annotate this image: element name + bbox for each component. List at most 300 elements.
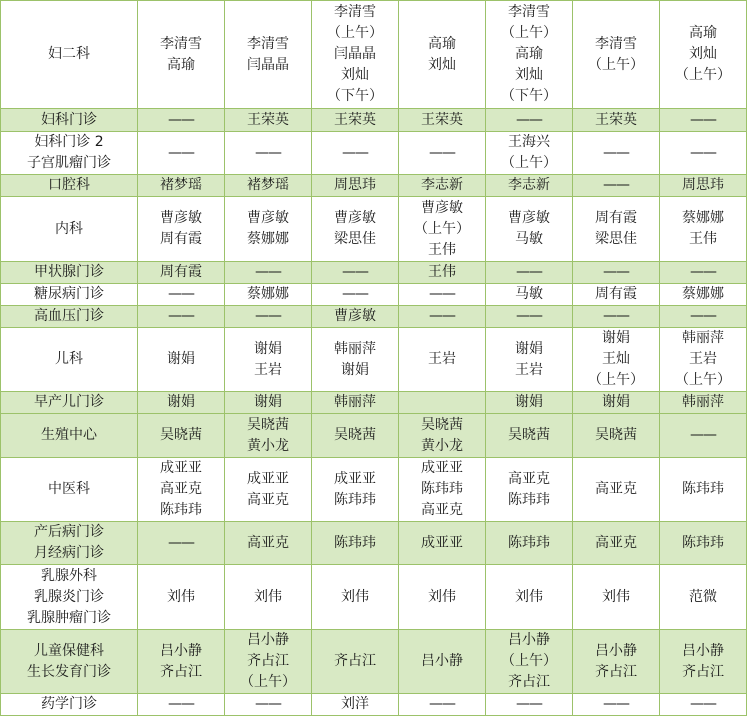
schedule-cell [399, 694, 486, 716]
cell-line: 高亚克 [247, 534, 289, 551]
cell-line: 吴晓茜 [334, 427, 376, 443]
schedule-cell [573, 565, 660, 630]
cell-line: 妇二科 [48, 46, 90, 62]
cell-line: 刘伟 [515, 588, 543, 605]
cell-line: 儿童保健科 [34, 642, 104, 659]
cell-line: —— [690, 696, 716, 712]
schedule-cell [138, 522, 225, 565]
cell-line: 谢娟 [341, 361, 369, 378]
schedule-cell [138, 630, 225, 694]
cell-line: 李清雪 [160, 35, 202, 52]
cell-line: 陈玮玮 [682, 481, 724, 497]
schedule-cell [573, 694, 660, 716]
schedule-cell [486, 458, 573, 522]
department-cell [1, 458, 138, 522]
schedule-cell [486, 630, 573, 694]
cell-line: 成亚亚 [247, 470, 289, 487]
cell-line: 周有霞 [160, 264, 202, 280]
cell-line: 药学门诊 [41, 696, 97, 712]
cell-line: 口腔科 [48, 177, 90, 193]
cell-line: 闫晶晶 [334, 46, 376, 62]
cell-line: 王伟 [428, 264, 456, 280]
schedule-cell [312, 306, 399, 328]
cell-line: 刘灿 [341, 67, 369, 83]
cell-line: 高亚克 [595, 534, 637, 551]
cell-line: —— [168, 144, 194, 161]
cell-line: —— [603, 144, 629, 161]
cell-line: 妇科门诊 [41, 111, 97, 128]
cell-line: 高亚克 [247, 491, 289, 508]
cell-line: 褚梦瑶 [160, 177, 202, 193]
schedule-cell [486, 284, 573, 306]
table-row [1, 414, 747, 458]
department-cell [1, 306, 138, 328]
cell-line: 谢娟 [254, 394, 282, 410]
table-row [1, 565, 747, 630]
schedule-cell [573, 630, 660, 694]
cell-line: （上午） [501, 25, 557, 41]
cell-line: —— [255, 264, 281, 280]
cell-line: 生殖中心 [41, 427, 97, 443]
cell-line: —— [690, 264, 716, 280]
schedule-cell [573, 328, 660, 392]
cell-line: 韩丽萍 [682, 330, 724, 346]
table-row [1, 522, 747, 565]
cell-line: 梁思佳 [595, 231, 637, 247]
cell-line: 王伟 [689, 231, 717, 247]
table-row [1, 175, 747, 197]
schedule-cell [399, 522, 486, 565]
department-cell [1, 414, 138, 458]
cell-line: （上午） [501, 653, 557, 669]
schedule-cell [399, 306, 486, 328]
header-doctor-cell [225, 1, 312, 109]
cell-line: —— [342, 264, 368, 280]
cell-line: 梁思佳 [334, 231, 376, 247]
cell-line: —— [168, 286, 194, 302]
schedule-cell [660, 132, 747, 175]
cell-line: 周有霞 [595, 286, 637, 302]
cell-line: 谢娟 [602, 394, 630, 410]
cell-line: 吴晓茜 [421, 416, 463, 433]
cell-line: 齐占江 [682, 663, 724, 680]
cell-line: 儿科 [55, 351, 83, 367]
schedule-cell [225, 414, 312, 458]
department-cell [1, 132, 138, 175]
cell-line: —— [516, 696, 542, 712]
cell-line: —— [690, 308, 716, 324]
department-cell [1, 328, 138, 392]
cell-line: 蔡娜娜 [247, 231, 289, 247]
cell-line: 周有霞 [160, 231, 202, 247]
schedule-cell [660, 392, 747, 414]
schedule-cell [312, 175, 399, 197]
schedule-cell [399, 392, 486, 414]
table-row [1, 109, 747, 132]
cell-line: 褚梦瑶 [247, 177, 289, 193]
schedule-cell [573, 197, 660, 262]
cell-line: 陈玮玮 [421, 481, 463, 497]
header-corner-cell [1, 1, 138, 109]
cell-line: （下午） [501, 88, 557, 104]
cell-line: 李清雪 [595, 35, 637, 52]
cell-line: 闫晶晶 [247, 56, 289, 73]
cell-line: 王岩 [515, 361, 543, 378]
table-row [1, 392, 747, 414]
schedule-cell [660, 284, 747, 306]
table-row [1, 284, 747, 306]
cell-line: 陈玮玮 [334, 534, 376, 551]
cell-line: 王荣英 [595, 111, 637, 128]
header-doctor-cell [486, 1, 573, 109]
schedule-cell [399, 175, 486, 197]
schedule-cell [312, 392, 399, 414]
cell-line: 黄小龙 [421, 437, 463, 454]
cell-line: 王海兴 [508, 134, 550, 150]
cell-line: 王岩 [428, 351, 456, 367]
schedule-cell [312, 328, 399, 392]
schedule-cell [312, 132, 399, 175]
cell-line: 马敏 [515, 231, 543, 247]
cell-line: 刘伟 [602, 588, 630, 605]
cell-line: 妇科门诊 2 [34, 134, 104, 150]
cell-line: 吕小静 [247, 632, 289, 648]
cell-line: —— [690, 427, 716, 443]
schedule-cell [225, 328, 312, 392]
schedule-cell [399, 284, 486, 306]
cell-line: 齐占江 [508, 674, 550, 690]
cell-line: 刘伟 [428, 588, 456, 605]
cell-line: 曹彦敏 [334, 308, 376, 324]
schedule-cell [225, 694, 312, 716]
schedule-cell [138, 392, 225, 414]
cell-line: 乳腺肿瘤门诊 [27, 609, 111, 626]
schedule-cell [225, 262, 312, 284]
cell-line: 蔡娜娜 [247, 286, 289, 302]
cell-line: —— [342, 286, 368, 302]
cell-line: 甲状腺门诊 [34, 264, 104, 280]
cell-line: —— [429, 144, 455, 161]
schedule-cell [486, 109, 573, 132]
header-row [1, 1, 747, 109]
cell-line: 高亚克 [421, 502, 463, 518]
schedule-cell [660, 565, 747, 630]
cell-line: 高瑜 [167, 56, 195, 73]
schedule-cell [225, 306, 312, 328]
table-row [1, 262, 747, 284]
schedule-cell [573, 284, 660, 306]
cell-line: 曹彦敏 [334, 210, 376, 226]
header-doctor-cell [573, 1, 660, 109]
schedule-cell [138, 262, 225, 284]
cell-line: 高血压门诊 [34, 308, 104, 324]
cell-line: 韩丽萍 [334, 340, 376, 357]
cell-line: 吕小静 [508, 632, 550, 648]
cell-line: 刘灿 [515, 67, 543, 83]
department-cell [1, 284, 138, 306]
table-row [1, 694, 747, 716]
cell-line: 高瑜 [515, 46, 543, 62]
schedule-cell [225, 458, 312, 522]
schedule-cell [138, 694, 225, 716]
schedule-cell [660, 306, 747, 328]
cell-line: 韩丽萍 [682, 394, 724, 410]
schedule-cell [660, 522, 747, 565]
schedule-cell [138, 132, 225, 175]
cell-line: （上午） [675, 372, 731, 388]
schedule-cell [225, 109, 312, 132]
schedule-cell [312, 284, 399, 306]
cell-line: 李清雪 [247, 35, 289, 52]
department-cell [1, 630, 138, 694]
department-cell [1, 392, 138, 414]
cell-line: 陈玮玮 [682, 534, 724, 551]
cell-line: 陈玮玮 [334, 491, 376, 508]
schedule-cell [660, 197, 747, 262]
schedule-cell [138, 109, 225, 132]
cell-line: —— [255, 696, 281, 712]
cell-line: 王荣英 [334, 111, 376, 128]
cell-line: 蔡娜娜 [682, 210, 724, 226]
cell-line: 陈玮玮 [160, 502, 202, 518]
cell-line: 齐占江 [160, 663, 202, 680]
cell-line: 王岩 [689, 351, 717, 367]
schedule-cell [312, 414, 399, 458]
schedule-cell [486, 132, 573, 175]
schedule-cell [486, 175, 573, 197]
cell-line: 谢娟 [167, 351, 195, 367]
cell-line: 谢娟 [167, 394, 195, 410]
cell-line: 成亚亚 [421, 534, 463, 551]
cell-line: 高亚克 [595, 481, 637, 497]
schedule-cell [138, 197, 225, 262]
cell-line: 谢娟 [515, 340, 543, 357]
cell-line: （上午） [240, 674, 296, 690]
cell-line: 早产儿门诊 [34, 394, 104, 410]
header-doctor-cell [399, 1, 486, 109]
schedule-cell [660, 458, 747, 522]
cell-line: —— [168, 534, 194, 551]
cell-line: 吕小静 [421, 653, 463, 669]
cell-line: —— [429, 696, 455, 712]
cell-line: 成亚亚 [421, 460, 463, 476]
schedule-cell [312, 109, 399, 132]
cell-line: 王荣英 [247, 111, 289, 128]
cell-line: 吕小静 [160, 642, 202, 659]
cell-line: —— [168, 308, 194, 324]
schedule-cell [312, 694, 399, 716]
schedule-cell [225, 175, 312, 197]
cell-line: 产后病门诊 [34, 524, 104, 540]
schedule-cell [312, 458, 399, 522]
cell-line: —— [168, 696, 194, 712]
cell-line: 陈玮玮 [508, 491, 550, 508]
cell-line: 内科 [55, 220, 83, 237]
cell-line: —— [603, 696, 629, 712]
schedule-cell [573, 132, 660, 175]
cell-line: （上午） [588, 372, 644, 388]
schedule-cell [660, 630, 747, 694]
cell-line: 刘伟 [254, 588, 282, 605]
schedule-cell [573, 306, 660, 328]
cell-line: 范微 [689, 588, 717, 605]
cell-line: 曹彦敏 [421, 199, 463, 216]
schedule-cell [312, 565, 399, 630]
schedule-cell [573, 262, 660, 284]
cell-line: 周有霞 [595, 210, 637, 226]
table-row [1, 132, 747, 175]
schedule-cell [573, 522, 660, 565]
cell-line: —— [603, 177, 629, 193]
cell-line: —— [255, 144, 281, 161]
schedule-cell [138, 414, 225, 458]
cell-line: —— [342, 144, 368, 161]
cell-line: —— [429, 308, 455, 324]
cell-line: 中医科 [48, 481, 90, 497]
schedule-cell [573, 109, 660, 132]
cell-line: （上午） [675, 67, 731, 83]
schedule-cell [486, 262, 573, 284]
schedule-cell [486, 306, 573, 328]
schedule-cell [312, 262, 399, 284]
cell-line: —— [516, 264, 542, 280]
cell-line: 刘伟 [341, 588, 369, 605]
schedule-cell [225, 284, 312, 306]
cell-line: —— [255, 308, 281, 324]
cell-line: 周思玮 [682, 177, 724, 193]
cell-line: 刘伟 [167, 588, 195, 605]
schedule-cell [486, 694, 573, 716]
cell-line: 生长发育门诊 [27, 663, 111, 680]
schedule-cell [399, 328, 486, 392]
schedule-cell [399, 565, 486, 630]
cell-line: —— [690, 111, 716, 128]
schedule-cell [573, 392, 660, 414]
table-row [1, 458, 747, 522]
schedule-cell [399, 458, 486, 522]
schedule-cell [138, 458, 225, 522]
cell-line: 王伟 [428, 241, 456, 258]
cell-line: 王灿 [602, 351, 630, 367]
cell-line: （上午） [588, 56, 644, 73]
cell-line: 李清雪 [508, 4, 550, 20]
cell-line: —— [168, 111, 194, 128]
cell-line: 李清雪 [334, 4, 376, 20]
cell-line: 齐占江 [595, 663, 637, 680]
schedule-cell [312, 197, 399, 262]
cell-line: 谢娟 [515, 394, 543, 410]
schedule-cell [573, 414, 660, 458]
cell-line: —— [603, 308, 629, 324]
cell-line: —— [516, 111, 542, 128]
schedule-cell [573, 458, 660, 522]
cell-line: 齐占江 [247, 653, 289, 669]
schedule-cell [225, 522, 312, 565]
schedule-cell [399, 197, 486, 262]
schedule-cell [660, 262, 747, 284]
department-cell [1, 565, 138, 630]
cell-line: 李志新 [508, 177, 550, 193]
cell-line: 子宫肌瘤门诊 [27, 155, 111, 171]
schedule-cell [138, 175, 225, 197]
cell-line: （上午） [414, 220, 470, 237]
department-cell [1, 262, 138, 284]
header-doctor-cell [660, 1, 747, 109]
table-row [1, 630, 747, 694]
cell-line: 乳腺外科 [41, 567, 97, 584]
cell-line: 谢娟 [254, 340, 282, 357]
cell-line: 刘灿 [689, 46, 717, 62]
cell-line: 黄小龙 [247, 437, 289, 454]
schedule-cell [138, 306, 225, 328]
schedule-cell [399, 109, 486, 132]
cell-line: —— [690, 144, 716, 161]
cell-line: —— [603, 264, 629, 280]
cell-line: 高亚克 [160, 481, 202, 497]
schedule-cell [399, 414, 486, 458]
cell-line: 谢娟 [602, 330, 630, 346]
schedule-cell [138, 284, 225, 306]
schedule-cell [225, 392, 312, 414]
cell-line: 高瑜 [689, 25, 717, 41]
cell-line: 周思玮 [334, 177, 376, 193]
cell-line: 曹彦敏 [247, 210, 289, 226]
header-doctor-cell [312, 1, 399, 109]
schedule-cell [660, 414, 747, 458]
schedule-cell [486, 197, 573, 262]
department-cell [1, 109, 138, 132]
schedule-cell [225, 197, 312, 262]
cell-line: 糖尿病门诊 [34, 286, 104, 302]
schedule-cell [486, 328, 573, 392]
cell-line: 王岩 [254, 361, 282, 378]
cell-line: 吴晓茜 [160, 427, 202, 443]
schedule-cell [486, 414, 573, 458]
schedule-cell [399, 630, 486, 694]
cell-line: 曹彦敏 [508, 210, 550, 226]
cell-line: 陈玮玮 [508, 534, 550, 551]
cell-line: 马敏 [515, 286, 543, 302]
cell-line: 吕小静 [595, 642, 637, 659]
table-row [1, 197, 747, 262]
schedule-cell [573, 175, 660, 197]
cell-line: 李志新 [421, 177, 463, 193]
department-cell [1, 522, 138, 565]
schedule-cell [660, 328, 747, 392]
schedule-cell [225, 565, 312, 630]
cell-line: 曹彦敏 [160, 210, 202, 226]
schedule-cell [312, 630, 399, 694]
cell-line: 月经病门诊 [34, 545, 104, 561]
cell-line: 高瑜 [428, 35, 456, 52]
schedule-cell [660, 175, 747, 197]
schedule-cell [486, 392, 573, 414]
cell-line: （上午） [501, 155, 557, 171]
cell-line: 吴晓茜 [247, 416, 289, 433]
schedule-cell [486, 565, 573, 630]
cell-line: 蔡娜娜 [682, 286, 724, 302]
cell-line: —— [516, 308, 542, 324]
cell-line: 吕小静 [682, 642, 724, 659]
schedule-cell [225, 630, 312, 694]
cell-line: 乳腺炎门诊 [34, 588, 104, 605]
schedule-cell [486, 522, 573, 565]
schedule-cell [660, 109, 747, 132]
schedule-cell [225, 132, 312, 175]
schedule-cell [660, 694, 747, 716]
schedule-cell [399, 262, 486, 284]
cell-line: 刘灿 [428, 56, 456, 73]
